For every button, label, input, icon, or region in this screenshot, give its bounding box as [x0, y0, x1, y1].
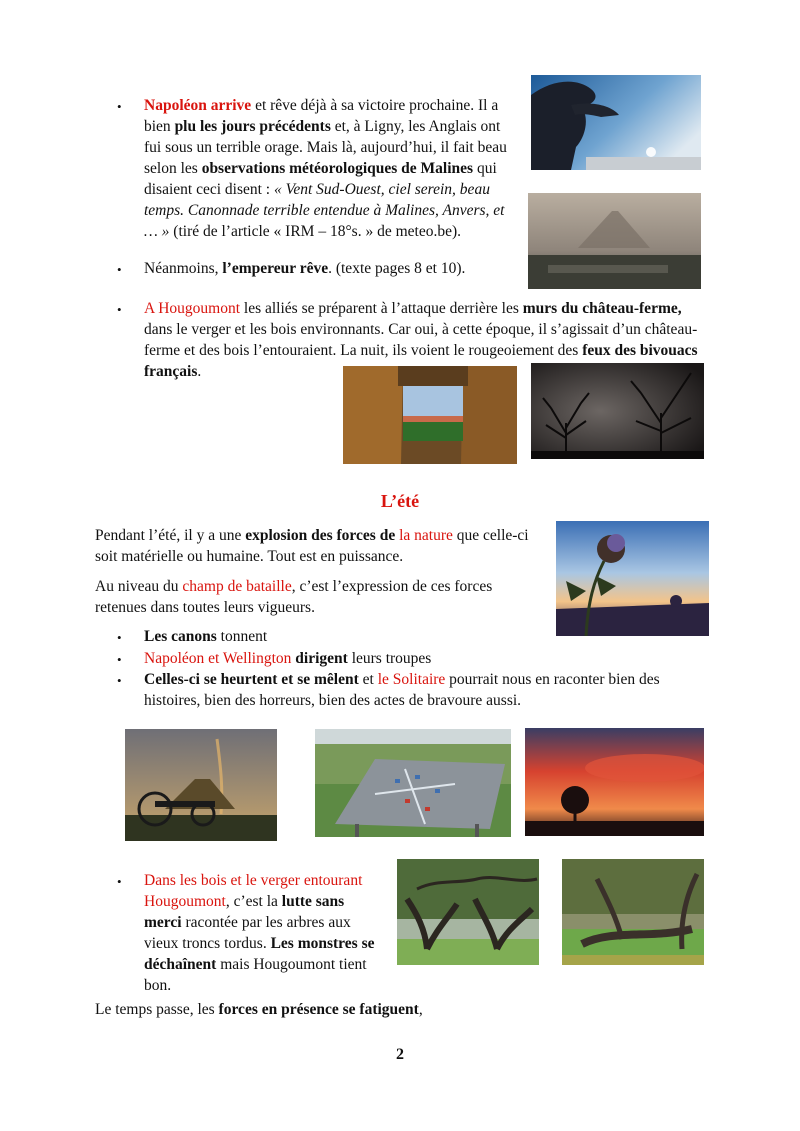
quote-text: « Vent Sud-Ouest, ciel serein, beau temps. Canonnade terrible entendue à Malines, Anvers, et … » [144, 181, 505, 240]
bullet-bois-verger [144, 870, 379, 996]
text-run: forces en présence se fatiguent [218, 1001, 419, 1018]
text-run: pourrait nous en raconter bien des histoires, bien des horreurs, bien des actes de bravoure aussi. [144, 671, 660, 709]
text-run: Dans les bois et le verger entourant Hougoumont [144, 872, 363, 910]
text-run: Celles-ci se heurtent et se mêlent [144, 671, 359, 688]
section-title-ete: L’été [380, 491, 420, 511]
bullet-dot: • [117, 673, 122, 688]
text-run: et, à Ligny, les Anglais ont fui sous un terrible orage. Mais là, aujourd’hui, il fait beau selon les [144, 118, 507, 177]
text-run: tonnent [216, 628, 268, 645]
photo-stone-window [343, 366, 517, 464]
paragraph-temps-passe [95, 999, 695, 1020]
text-run: . (texte pages 8 et 10). [328, 260, 466, 277]
text-run: murs du château-ferme, [522, 300, 682, 317]
text-run: (tiré de l’article « IRM – 18°s. » de meteo.be). [169, 223, 461, 240]
text-run: . [197, 363, 202, 380]
bullet-dot: • [117, 262, 122, 277]
paragraph-explosion-forces [95, 525, 540, 567]
text-run: Néanmoins, [144, 260, 223, 277]
list-item-canons [144, 626, 684, 647]
text-run: et rêve déjà à sa victoire prochaine. Il a bien [144, 97, 499, 135]
text-run: mais Hougoumont tient bon. [144, 956, 367, 994]
bullet-dot: • [117, 99, 122, 114]
text-run: explosion des forces de [245, 527, 396, 544]
text-run: Le temps passe, les [95, 1001, 219, 1018]
photo-red-sky-tree [525, 728, 704, 836]
text-run: racontée par les arbres aux vieux troncs tordus. [144, 914, 351, 952]
list-item-solitaire [144, 669, 709, 711]
text-run: plu les jours précédents [174, 118, 331, 135]
paragraph-champ-bataille [95, 576, 535, 618]
text-run: la nature [399, 527, 453, 544]
text-run: Les canons [144, 628, 217, 645]
bullet-dot: • [117, 652, 122, 667]
text-run: dirigent [295, 650, 348, 667]
photo-eagle-statue [531, 75, 701, 170]
text-run: que celle-ci soit matérielle ou humaine. Tout est en puissance. [95, 527, 529, 565]
photo-thistle-sunset [556, 521, 709, 636]
text-run: les alliés se préparent à l’attaque derrière les [240, 300, 523, 317]
bullet-dot: • [117, 874, 122, 889]
list-item-napoleon-wellington [144, 648, 684, 669]
text-run: Napoléon et Wellington [144, 650, 292, 667]
text-run: observations météorologiques de Malines [201, 160, 474, 177]
napoleon-arrive-text: Napoléon arrive [144, 97, 252, 114]
text-run: lutte sans merci [144, 893, 345, 931]
text-run: feux des bivouacs français [144, 342, 698, 380]
photo-misty-lion-mound [528, 193, 701, 289]
text-run: , c’est la [225, 893, 282, 910]
bullet-dot: • [117, 302, 122, 317]
text-run: dans le verger et les bois environnants. Car oui, à cette époque, il s’agissait d’un château-ferme et des bois l’entouraient. La nuit, ils voient le rougeoiement des [144, 321, 698, 359]
text-run: Les monstres se déchaînent [144, 935, 375, 973]
photo-twisted-trees-2 [562, 859, 704, 965]
photo-night-trees [531, 363, 704, 459]
text-run: champ de bataille [182, 578, 292, 595]
text-run: Au niveau du [95, 578, 183, 595]
text-run: le Solitaire [377, 671, 446, 688]
text-run: et [358, 671, 378, 688]
text-run: Pendant l’été, il y a une [95, 527, 246, 544]
page-number: 2 [396, 1046, 404, 1063]
photo-cannon-rainbow [125, 729, 277, 841]
text-run: A Hougoumont [144, 300, 241, 317]
bullet-empereur-reve [144, 258, 516, 279]
bullet-dot: • [117, 630, 122, 645]
text-run: , [418, 1001, 423, 1018]
photo-battlefield-map-table [315, 729, 511, 837]
text-run: qui disaient ceci disent : [144, 160, 497, 198]
bullet-napoleon-arrive [144, 95, 516, 242]
text-run: , c’est l’expression de ces forces retenues dans toutes leurs vigueurs. [95, 578, 493, 616]
text-run: leurs troupes [347, 650, 432, 667]
text-run: l’empereur rêve [222, 260, 329, 277]
photo-twisted-trees-1 [397, 859, 539, 965]
